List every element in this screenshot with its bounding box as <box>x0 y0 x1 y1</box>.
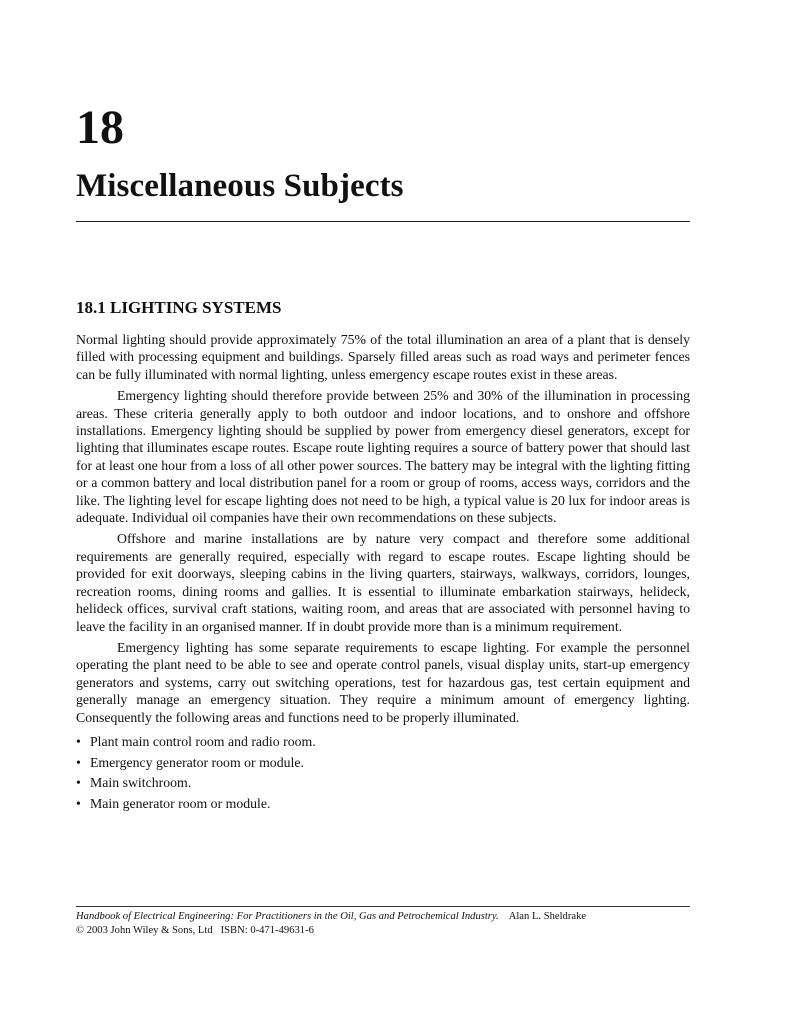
list-item-text: Emergency generator room or module. <box>90 754 304 770</box>
list-item-text: Plant main control room and radio room. <box>90 733 316 749</box>
list-item <box>76 732 690 753</box>
list-item <box>76 753 690 774</box>
footer-divider <box>76 906 690 907</box>
footer <box>76 910 690 938</box>
list-item-text: Main generator room or module. <box>90 795 271 811</box>
bullet-icon: • <box>76 733 81 749</box>
isbn: ISBN: 0-471-49631-6 <box>220 925 314 936</box>
bullet-icon: • <box>76 775 81 791</box>
bullet-list <box>76 732 690 814</box>
page <box>76 0 690 1024</box>
paragraph-3: Offshore and marine installations are by nature very compact and therefore some additional requirements are generally required, especially with regard to escape routes. Escape lighting should be provided for exit doorways, sleeping cabins in the living quarters, stairways, walkways, corridors, lounges, recreation rooms, dining rooms and gallies. It is essential to illuminate embarkation stairways, helideck, helideck offices, survival craft stations, waiting room, and areas that are associated with personnel having to leave the facility in an organised manner. If in doubt provide more than is a minimum requirement. <box>76 531 690 634</box>
title-divider <box>76 221 690 222</box>
list-item <box>76 773 690 794</box>
footer-line-1 <box>76 910 690 924</box>
chapter-title: Miscellaneous Subjects <box>76 168 404 204</box>
book-title: Handbook of Electrical Engineering: For Practitioners in the Oil, Gas and Petrochemical Industry. <box>76 911 499 922</box>
footer-line-2 <box>76 924 690 938</box>
chapter-number: 18 <box>76 101 124 154</box>
paragraph-4: Emergency lighting has some separate requirements to escape lighting. For example the personnel operating the plant need to be able to see and operate control panels, visual display units, start-up emergency generators and systems, carry out switching operations, test for hazardous gas, test certain equipment and generally manage an emergency situation. They require a minimum amount of emergency lighting. Consequently the following areas and functions need to be properly illuminated. <box>76 639 690 725</box>
author: Alan L. Sheldrake <box>508 911 587 922</box>
bullet-icon: • <box>76 754 81 770</box>
list-item-text: Main switchroom. <box>90 775 192 791</box>
section-heading: 18.1 LIGHTING SYSTEMS <box>76 298 282 317</box>
paragraph-1: Normal lighting should provide approximately 75% of the total illumination an area of a plant that is densely filled with processing equipment and buildings. Sparsely filled areas such as road ways and perimeter fences can be fully illuminated with normal lighting, unless emergency escape routes exist in these areas. <box>76 332 690 382</box>
copyright: © 2003 John Wiley & Sons, Ltd <box>76 925 213 936</box>
body-text <box>76 331 690 814</box>
bullet-icon: • <box>76 795 81 811</box>
paragraph-2: Emergency lighting should therefore provide between 25% and 30% of the illumination in processing areas. These criteria generally apply to both outdoor and indoor locations, and to onshore and offshore installations. Emergency lighting should be supplied by power from emergency diesel generators, except for lighting that illuminates escape routes. Escape route lighting requires a source of battery power that should last for at least one hour from a loss of all other power sources. The battery may be integral with the lighting fitting or a common battery and local distribution panel for a room or group of rooms, access ways, corridors and the like. The lighting level for escape lighting does not need to be high, a typical value is 20 lux for indoor areas is adequate. Individual oil companies have their own recommendations on these subjects. <box>76 388 690 526</box>
list-item <box>76 794 690 815</box>
